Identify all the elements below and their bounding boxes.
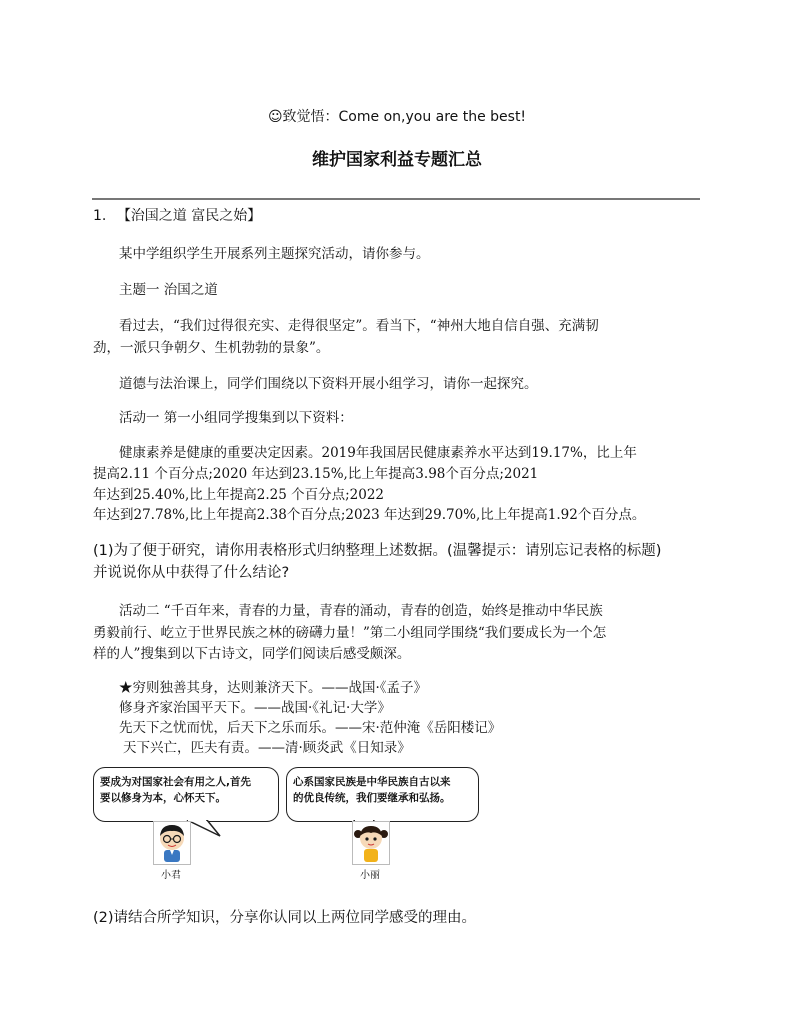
subquestion-1-line-1: (1)为了便于研究，请你用表格形式归纳整理上述数据。(温馨提示：请别忘记表格的标题) <box>93 543 662 559</box>
name-label-right: 小丽 <box>360 870 380 881</box>
speech-bubble-left <box>93 767 279 822</box>
title-divider <box>92 198 700 200</box>
paragraph-2: 道德与法治课上，同学们围绕以下资料开展小组学习，请你一起探究。 <box>119 376 538 392</box>
motto-text: ☺致觉悟：Come on,you are the best! <box>267 109 527 125</box>
data-line-3: 年达到25.40%,比上年提高2.25 个百分点;2022 <box>93 487 385 503</box>
paragraph-1-line-1: 看过去，“我们过得很充实、走得很坚定”。看当下，“神州大地自信自强、充满韧 <box>119 318 599 334</box>
subquestion-2: (2)请结合所学知识，分享你认同以上两位同学感受的理由。 <box>93 910 477 926</box>
speech-bubble-right-line-2: 的优良传统，我们要继承和弘扬。 <box>293 792 451 804</box>
boy-avatar-icon <box>153 821 191 865</box>
speech-bubble-right <box>286 767 479 822</box>
question-topic: 【治国之道 富民之始】 <box>116 208 262 224</box>
data-line-2: 提高2.11 个百分点;2020 年达到23.15%,比上年提高3.98个百分点;2021 <box>93 466 539 482</box>
speech-bubble-left-line-1: 要成为对国家社会有用之人,首先 <box>100 776 251 788</box>
speech-bubble-right-line-1: 心系国家民族是中华民族自古以来 <box>293 776 451 788</box>
intro-text: 某中学组织学生开展系列主题探究活动，请你参与。 <box>119 246 430 262</box>
page-title: 维护国家利益专题汇总 <box>312 150 482 170</box>
paragraph-1-line-2: 劲，一派只争朝夕、生机勃勃的景象”。 <box>93 340 330 356</box>
quote-1: ★穷则独善其身，达则兼济天下。——战国·《孟子》 <box>119 680 428 696</box>
data-line-1: 健康素养是健康的重要决定因素。2019年我国居民健康素养水平达到19.17%，比上年 <box>119 445 637 461</box>
question-number: 1. <box>93 208 107 224</box>
quote-4: 天下兴亡，匹夫有责。——清·顾炎武《日知录》 <box>123 740 411 756</box>
question-heading <box>93 205 261 225</box>
activity-two-line-3: 样的人”搜集到以下古诗文，同学们阅读后感受颇深。 <box>93 646 411 662</box>
data-line-4: 年达到27.78%,比上年提高2.38个百分点;2023 年达到29.70%,比上年提高1.92个百分点。 <box>93 507 646 523</box>
quote-2: 修身齐家治国平天下。——战国·《礼记·大学》 <box>119 700 391 716</box>
speech-bubble-left-tail <box>185 820 225 840</box>
girl-avatar-icon <box>352 821 390 865</box>
speech-bubble-left-line-2: 要以修身为本，心怀天下。 <box>100 792 226 804</box>
activity-one-heading: 活动一 第一小组同学搜集到以下资料： <box>119 410 353 426</box>
subquestion-1-line-2: 并说说你从中获得了什么结论? <box>93 565 290 581</box>
activity-two-line-2: 勇毅前行、屹立于世界民族之林的磅礴力量！”第二小组同学围绕“我们要成长为一个怎 <box>93 625 607 641</box>
name-label-left: 小君 <box>161 870 181 881</box>
quote-3: 先天下之忧而忧，后天下之乐而乐。——宋·范仲淹《岳阳楼记》 <box>119 720 502 736</box>
activity-two-line-1: 活动二 “千百年来，青春的力量，青春的涌动，青春的创造，始终是推动中华民族 <box>119 603 603 619</box>
theme-one-heading: 主题一 治国之道 <box>119 282 218 298</box>
